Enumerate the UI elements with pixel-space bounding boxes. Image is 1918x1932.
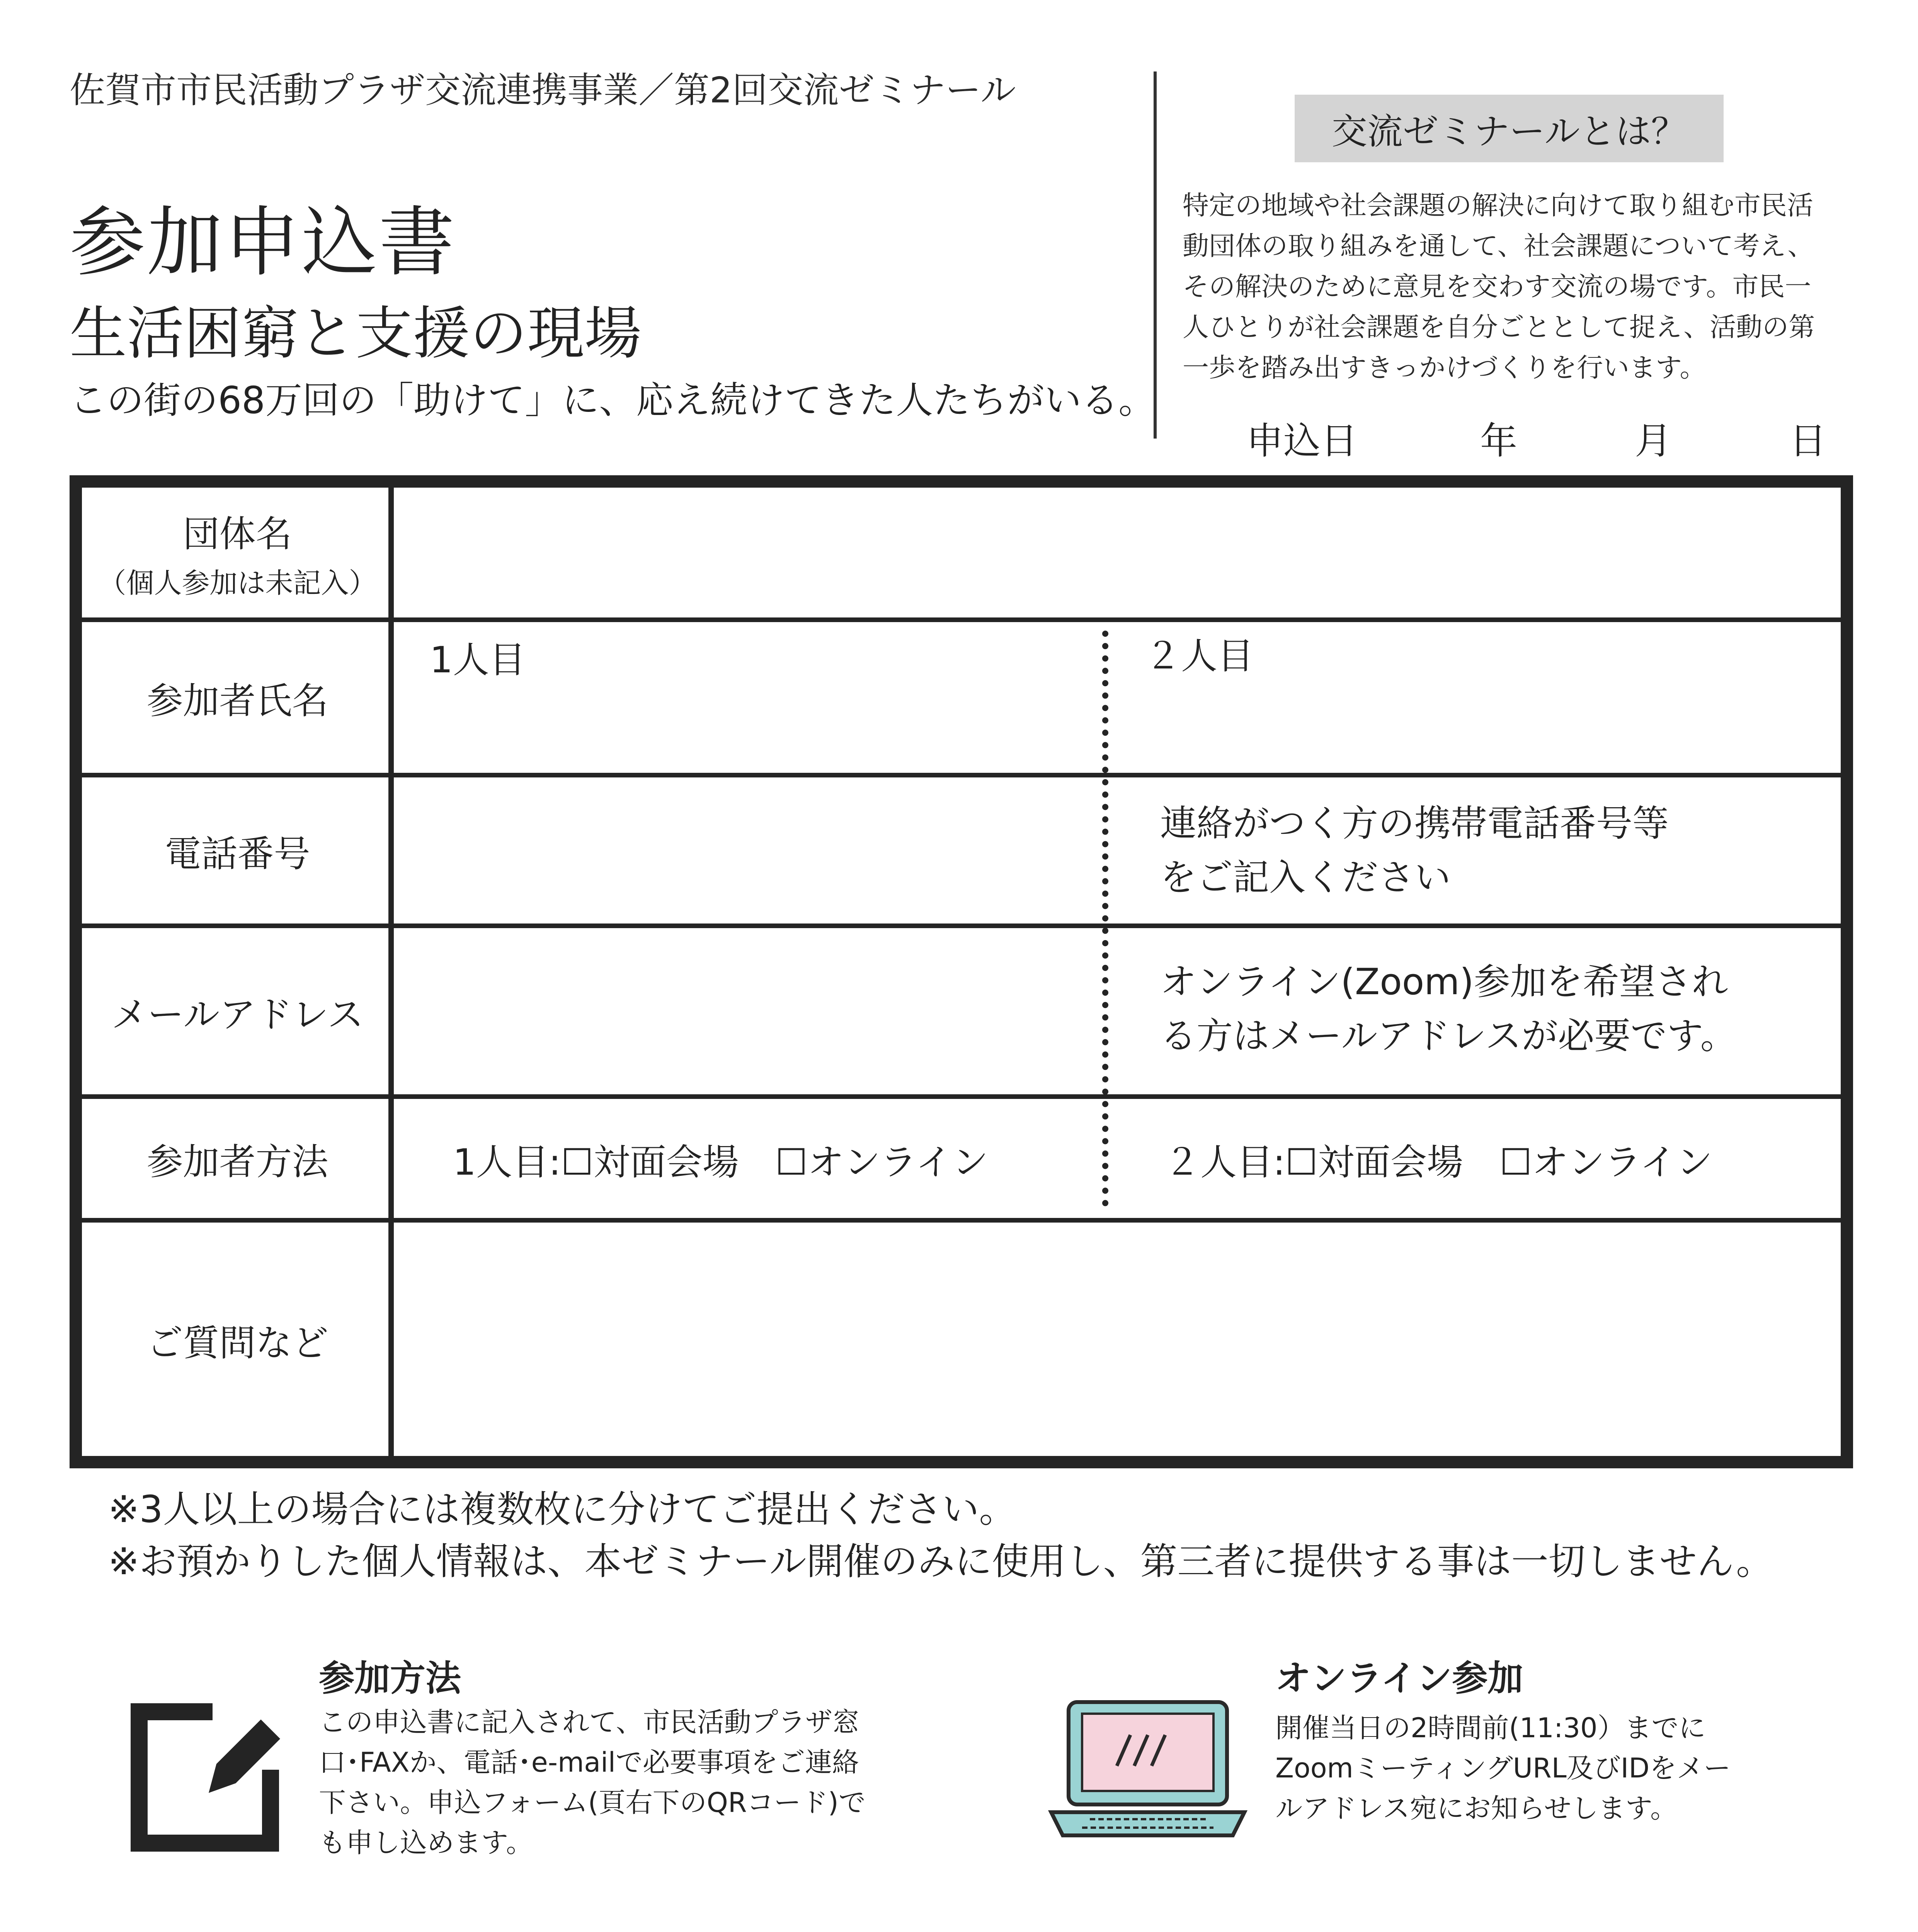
online-title: オンライン参加 xyxy=(1275,1658,1523,1699)
event-series-line: 佐賀市市民活動プラザ交流連携事業／第2回交流ゼミナール xyxy=(70,70,1016,111)
row-separator xyxy=(82,617,1841,622)
participation-method-label-cell xyxy=(82,1099,393,1218)
participant-2-method-options[interactable]: ２人目:☐対面会場 ☐オンライン xyxy=(1164,1141,1713,1184)
email-label: メールアドレス xyxy=(111,993,364,1036)
date-month-label: 月 xyxy=(1635,419,1672,463)
phone-note-line: をご記入ください xyxy=(1160,857,1451,899)
online-body xyxy=(1275,1708,1855,1828)
how-to-join-line: 口･FAXか、電話･e-mailで必要事項をご連絡 xyxy=(319,1747,859,1778)
online-line: 開催当日の2時間前(11:30）までに xyxy=(1275,1712,1706,1744)
row-separator xyxy=(82,1218,1841,1223)
about-line: 特定の地域や社会課題の解決に向けて取り組む市民活 xyxy=(1183,190,1814,221)
footnote: ※お預かりした個人情報は、本ゼミナール開催のみに使用し、第三者に提供する事は一切しません。 xyxy=(108,1540,1773,1583)
participant-1-label: 1人目 xyxy=(430,639,526,681)
how-to-join-title: 参加方法 xyxy=(319,1658,461,1699)
edit-icon xyxy=(128,1700,282,1855)
about-line: 一歩を踏み出すきっかけづくりを行います。 xyxy=(1183,353,1706,383)
participant-1-name-field[interactable] xyxy=(394,622,1101,773)
questions-label-cell xyxy=(82,1223,393,1457)
footnote: ※3人以上の場合には複数枚に分けてご提出ください。 xyxy=(108,1488,1016,1531)
email-note xyxy=(1160,955,1737,1063)
email-label-cell xyxy=(82,928,393,1094)
date-day-label: 日 xyxy=(1789,419,1826,463)
participant-name-label-cell xyxy=(82,622,393,773)
row-separator xyxy=(82,773,1841,777)
email-note-line: オンライン(Zoom)参加を希望され xyxy=(1160,961,1728,1003)
date-year-label: 年 xyxy=(1480,419,1517,463)
phone-field[interactable] xyxy=(394,777,1101,923)
group-name-label-cell xyxy=(82,488,393,617)
questions-label: ご質問など xyxy=(146,1322,328,1364)
email-field[interactable] xyxy=(394,928,1101,1094)
about-description xyxy=(1183,185,1870,388)
email-note-line: る方はメールアドレスが必要です。 xyxy=(1160,1015,1737,1057)
phone-note-line: 連絡がつく方の携帯電話番号等 xyxy=(1160,803,1669,845)
about-heading-box xyxy=(1295,95,1724,162)
row-separator xyxy=(82,923,1841,928)
date-label: 申込日 xyxy=(1246,419,1358,463)
document-title: 参加申込書 xyxy=(70,199,456,287)
group-name-label: 団体名 xyxy=(183,513,292,555)
how-to-join-line: この申込書に記入されて、市民活動プラザ窓 xyxy=(319,1706,859,1738)
person-column-divider xyxy=(1102,631,1108,1206)
participant-2-name-field[interactable] xyxy=(1110,622,1840,773)
document-subtitle: 生活困窮と支援の現場 xyxy=(70,300,642,367)
participation-method-label: 参加者方法 xyxy=(146,1141,328,1183)
phone-label-cell xyxy=(82,777,393,923)
group-name-field[interactable] xyxy=(394,488,1841,617)
phone-note xyxy=(1160,797,1669,905)
application-form-table xyxy=(70,475,1853,1468)
participant-name-label: 参加者氏名 xyxy=(146,680,328,722)
about-heading: 交流ゼミナールとは？ xyxy=(1331,111,1687,152)
about-line: 動団体の取り組みを通して、社会課題について考え、 xyxy=(1183,231,1814,262)
how-to-join-body xyxy=(319,1702,937,1863)
about-line: その解決のために意見を交わす交流の場です。市民一 xyxy=(1183,272,1811,302)
questions-field[interactable] xyxy=(394,1223,1841,1457)
about-line: 人ひとりが社会課題を自分ごととして捉え、活動の第 xyxy=(1183,312,1815,343)
how-to-join-line: 下さい。申込フォーム(頁右下のQRコード)で xyxy=(319,1787,866,1818)
group-name-sublabel: （個人参加は未記入） xyxy=(98,566,377,599)
online-line: ZoomミーティングURL及びIDをメー xyxy=(1275,1752,1731,1784)
how-to-join-line: も申し込めます。 xyxy=(319,1827,533,1859)
laptop-icon xyxy=(1047,1696,1248,1843)
phone-label: 電話番号 xyxy=(165,833,310,875)
participant-2-label: ２人目 xyxy=(1145,635,1254,677)
online-line: ルアドレス宛にお知らせします。 xyxy=(1275,1793,1678,1824)
document-tagline: この街の68万回の「助けて」に、応え続けてきた人たちがいる。 xyxy=(70,379,1156,422)
participant-1-method-options[interactable]: 1人目:☐対面会場 ☐オンライン xyxy=(453,1141,989,1184)
row-separator xyxy=(82,1094,1841,1099)
